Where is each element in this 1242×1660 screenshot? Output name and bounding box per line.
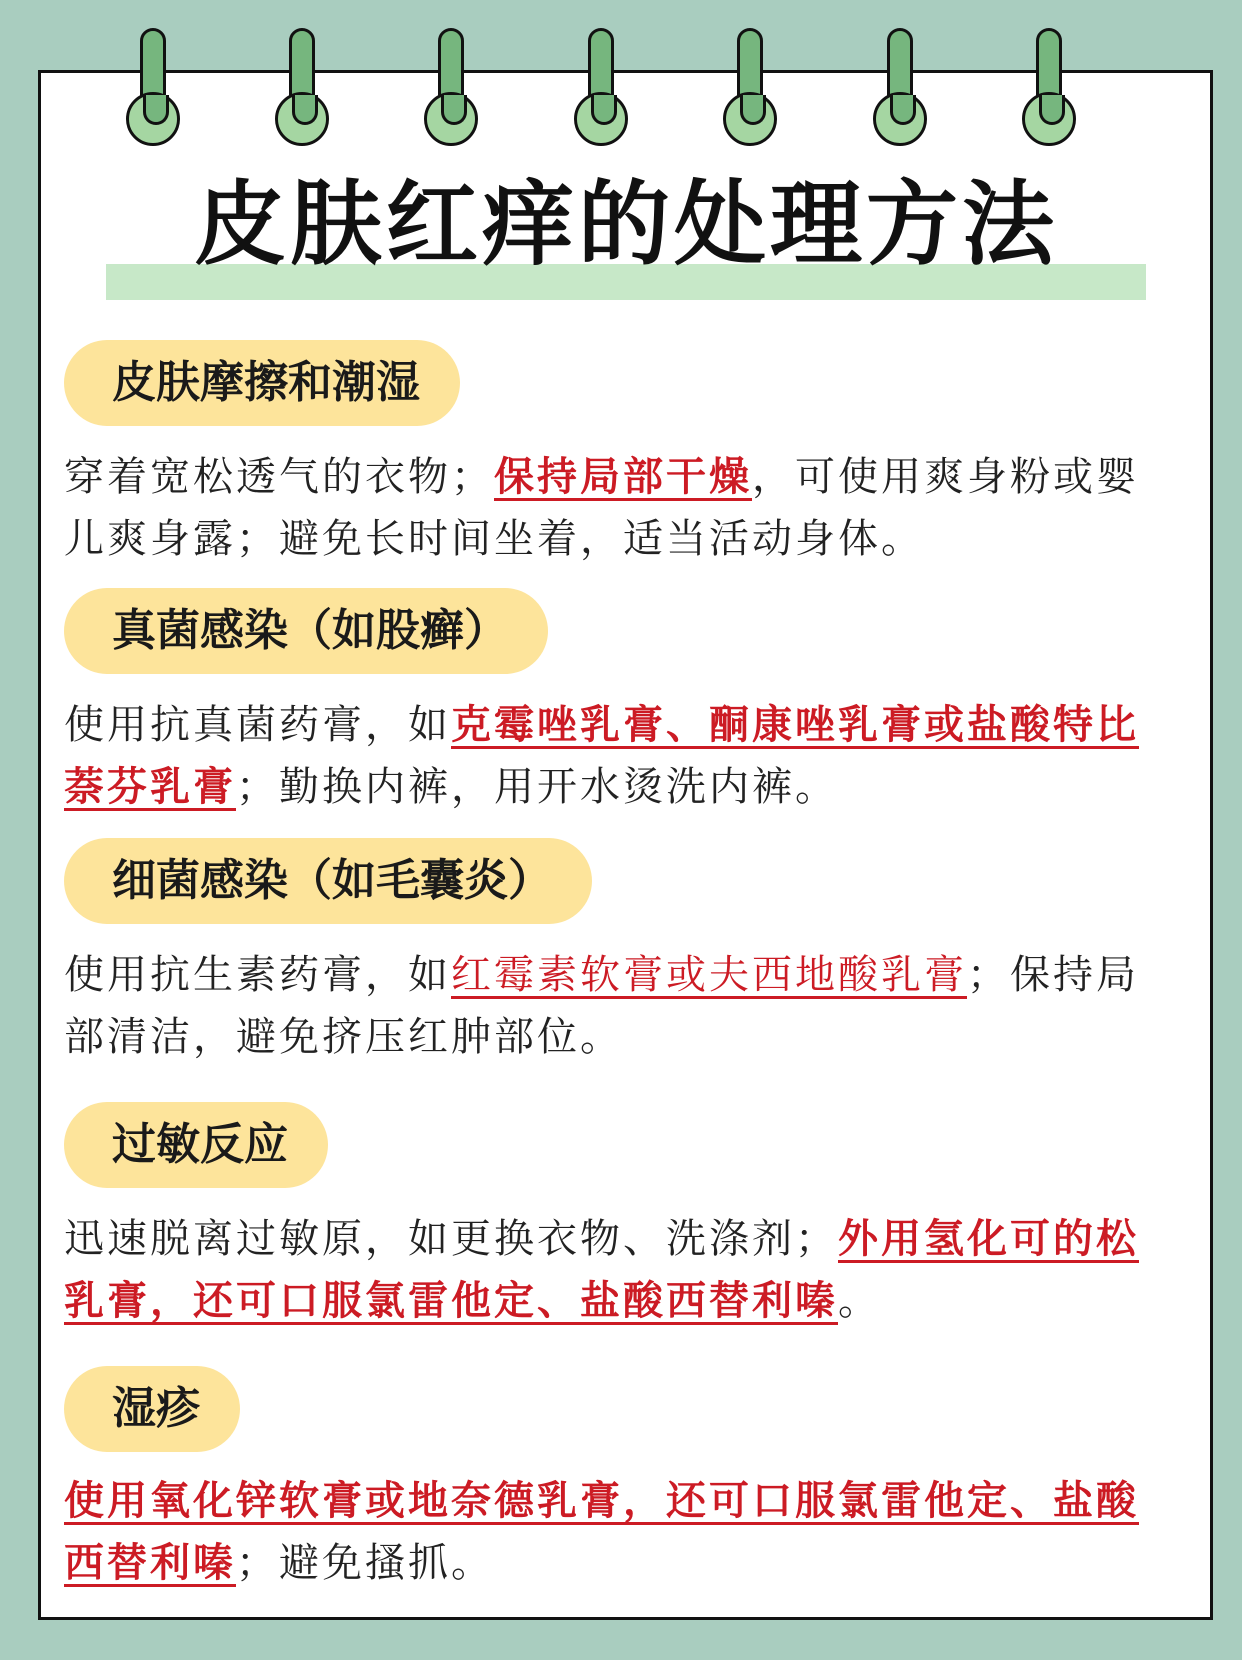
binder-ring-icon xyxy=(126,28,180,143)
binder-ring-icon xyxy=(873,28,927,143)
section-heading: 真菌感染（如股癣） xyxy=(64,588,548,674)
section-heading: 湿疹 xyxy=(64,1366,240,1452)
highlight-text: 保持局部干燥 xyxy=(494,454,752,500)
highlight-text: 红霉素软膏或夫西地酸乳膏 xyxy=(451,952,967,998)
section-body: 迅速脱离过敏原，如更换衣物、洗涤剂；外用氢化可的松乳膏，还可口服氯雷他定、盐酸西替利嗪。 xyxy=(64,1216,1139,1324)
section-heading: 过敏反应 xyxy=(64,1102,328,1188)
binder-ring-icon xyxy=(1022,28,1076,143)
section-body: 使用抗生素药膏，如红霉素软膏或夫西地酸乳膏；保持局部清洁，避免挤压红肿部位。 xyxy=(64,952,1139,1060)
binder-ring-icon xyxy=(574,28,628,143)
highlight-text: 使用氧化锌软膏或地奈德乳膏，还可口服氯雷他定、盐酸西替利嗪 xyxy=(64,1478,1139,1586)
page-title: 皮肤红痒的处理方法 xyxy=(193,171,1058,278)
section-body: 使用抗真菌药膏，如克霉唑乳膏、酮康唑乳膏或盐酸特比萘芬乳膏；勤换内裤，用开水烫洗内裤。 xyxy=(64,702,1139,810)
section-heading: 细菌感染（如毛囊炎） xyxy=(64,838,592,924)
binder-ring-icon xyxy=(424,28,478,143)
section-body: 穿着宽松透气的衣物；保持局部干燥，可使用爽身粉或婴儿爽身露；避免长时间坐着，适当活动身体。 xyxy=(64,454,1139,562)
highlight-text: 外用氢化可的松乳膏，还可口服氯雷他定、盐酸西替利嗪 xyxy=(64,1216,1139,1324)
highlight-text: 克霉唑乳膏、酮康唑乳膏或盐酸特比萘芬乳膏 xyxy=(64,702,1139,810)
title-block xyxy=(106,160,1146,305)
binder-ring-icon xyxy=(275,28,329,143)
binder-ring-icon xyxy=(723,28,777,143)
section-heading: 皮肤摩擦和潮湿 xyxy=(64,340,460,426)
section-body: 使用氧化锌软膏或地奈德乳膏，还可口服氯雷他定、盐酸西替利嗪；避免搔抓。 xyxy=(64,1478,1139,1586)
